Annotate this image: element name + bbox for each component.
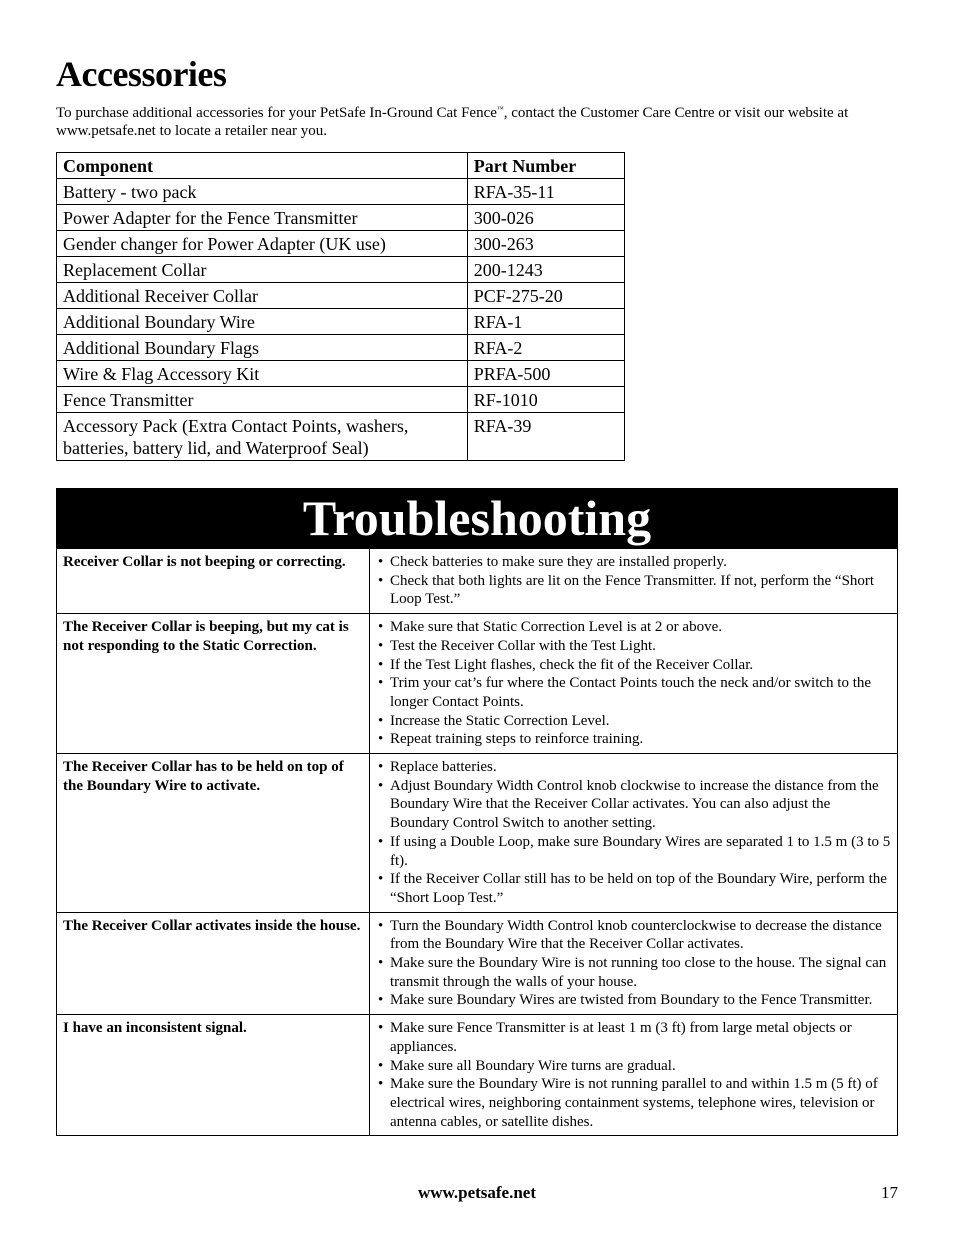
table-row xyxy=(57,387,625,413)
part-number-cell: RFA-1 xyxy=(467,309,624,335)
solution-item: • Adjust Boundary Width Control knob clockwise to increase the distance from the Boundary Wire that the Receiver Collar activates. You can also adjust the Boundary Control Switch to another setting. xyxy=(378,777,893,833)
problem-cell: The Receiver Collar activates inside the house. xyxy=(57,912,370,1015)
solution-item: • Make sure Fence Transmitter is at least 1 m (3 ft) from large metal objects or appliances. xyxy=(378,1019,893,1056)
table-row xyxy=(57,361,625,387)
troubleshooting-table xyxy=(56,548,898,1136)
solution-cell xyxy=(370,754,898,913)
solution-list xyxy=(378,618,893,749)
intro-text-part1: To purchase additional accessories for your PetSafe In-Ground Cat Fence xyxy=(56,105,497,121)
accessories-table xyxy=(56,152,625,461)
page-number: 17 xyxy=(881,1183,898,1202)
accessories-table-body xyxy=(57,179,625,461)
solution-item: • Test the Receiver Collar with the Test Light. xyxy=(378,637,893,656)
troubleshooting-row xyxy=(57,549,898,614)
solution-item: • Check that both lights are lit on the Fence Transmitter. If not, perform the “Short Loop Test.” xyxy=(378,572,893,609)
table-row xyxy=(57,179,625,205)
solution-list xyxy=(378,1019,893,1131)
accessories-title: Accessories xyxy=(56,54,227,94)
solution-item: • Make sure the Boundary Wire is not running too close to the house. The signal can transmit through the walls of your house. xyxy=(378,954,893,991)
problem-cell: The Receiver Collar has to be held on top of the Boundary Wire to activate. xyxy=(57,754,370,913)
part-number-cell: RFA-35-11 xyxy=(467,179,624,205)
solution-item: • Make sure all Boundary Wire turns are gradual. xyxy=(378,1057,893,1076)
solution-cell xyxy=(370,614,898,754)
page-content xyxy=(56,52,898,1136)
solution-item: • If using a Double Loop, make sure Boundary Wires are separated 1 to 1.5 m (3 to 5 ft). xyxy=(378,833,893,870)
troubleshooting-table-body xyxy=(57,549,898,1136)
solution-item: • If the Receiver Collar still has to be held on top of the Boundary Wire, perform the “Short Loop Test.” xyxy=(378,870,893,907)
solution-cell xyxy=(370,1015,898,1136)
problem-cell: The Receiver Collar is beeping, but my cat is not responding to the Static Correction. xyxy=(57,614,370,754)
table-row xyxy=(57,309,625,335)
troubleshooting-row xyxy=(57,912,898,1015)
part-number-cell: RF-1010 xyxy=(467,387,624,413)
trademark-symbol: ™ xyxy=(496,105,504,113)
solution-cell xyxy=(370,549,898,614)
solution-item: • Trim your cat’s fur where the Contact Points touch the neck and/or switch to the longer Contact Points. xyxy=(378,674,893,711)
table-row xyxy=(57,335,625,361)
solution-item: • Make sure that Static Correction Level is at 2 or above. xyxy=(378,618,893,637)
troubleshooting-row xyxy=(57,614,898,754)
table-row xyxy=(57,283,625,309)
component-cell: Replacement Collar xyxy=(57,257,468,283)
part-number-cell: PCF-275-20 xyxy=(467,283,624,309)
solution-item: • Repeat training steps to reinforce training. xyxy=(378,730,893,749)
table-row xyxy=(57,231,625,257)
component-cell: Accessory Pack (Extra Contact Points, washers, batteries, battery lid, and Waterproof Seal) xyxy=(57,413,468,461)
solution-cell xyxy=(370,912,898,1015)
table-row xyxy=(57,205,625,231)
solution-item: • Replace batteries. xyxy=(378,758,893,777)
component-cell: Wire & Flag Accessory Kit xyxy=(57,361,468,387)
solution-item: • If the Test Light flashes, check the fit of the Receiver Collar. xyxy=(378,656,893,675)
page-footer xyxy=(56,1183,898,1205)
component-cell: Additional Boundary Wire xyxy=(57,309,468,335)
problem-cell: Receiver Collar is not beeping or correcting. xyxy=(57,549,370,614)
troubleshooting-row xyxy=(57,1015,898,1136)
footer-website: www.petsafe.net xyxy=(417,1183,537,1202)
table-row xyxy=(57,257,625,283)
solution-list xyxy=(378,758,893,908)
component-cell: Fence Transmitter xyxy=(57,387,468,413)
solution-item: • Turn the Boundary Width Control knob counterclockwise to decrease the distance from the Boundary Wire that the Receiver Collar activates. xyxy=(378,917,893,954)
header-component: Component xyxy=(57,153,468,179)
solution-item: • Increase the Static Correction Level. xyxy=(378,712,893,731)
part-number-cell: 200-1243 xyxy=(467,257,624,283)
accessories-intro xyxy=(56,100,898,140)
part-number-cell: 300-026 xyxy=(467,205,624,231)
solution-item: • Check batteries to make sure they are installed properly. xyxy=(378,553,893,572)
part-number-cell: RFA-39 xyxy=(467,413,624,461)
solution-item: • Make sure the Boundary Wire is not running parallel to and within 1.5 m (5 ft) of electrical wires, neighboring containment systems, telephone wires, television or antenna cables, or satellite dishes. xyxy=(378,1075,893,1131)
troubleshooting-row xyxy=(57,754,898,913)
table-row xyxy=(57,413,625,461)
accessories-header-row xyxy=(57,153,625,179)
header-part-number: Part Number xyxy=(467,153,624,179)
component-cell: Additional Boundary Flags xyxy=(57,335,468,361)
solution-list xyxy=(378,553,893,609)
component-cell: Battery - two pack xyxy=(57,179,468,205)
component-cell: Additional Receiver Collar xyxy=(57,283,468,309)
solution-item: • Make sure Boundary Wires are twisted from Boundary to the Fence Transmitter. xyxy=(378,991,893,1010)
problem-cell: I have an inconsistent signal. xyxy=(57,1015,370,1136)
intro-text-part2: , contact the Customer Care Centre or visit our website at www.petsafe.net to locate a retailer near you. xyxy=(56,105,849,139)
solution-list xyxy=(378,917,893,1011)
part-number-cell: PRFA-500 xyxy=(467,361,624,387)
troubleshooting-title: Troubleshooting xyxy=(56,488,898,548)
part-number-cell: 300-263 xyxy=(467,231,624,257)
component-cell: Gender changer for Power Adapter (UK use) xyxy=(57,231,468,257)
part-number-cell: RFA-2 xyxy=(467,335,624,361)
component-cell: Power Adapter for the Fence Transmitter xyxy=(57,205,468,231)
